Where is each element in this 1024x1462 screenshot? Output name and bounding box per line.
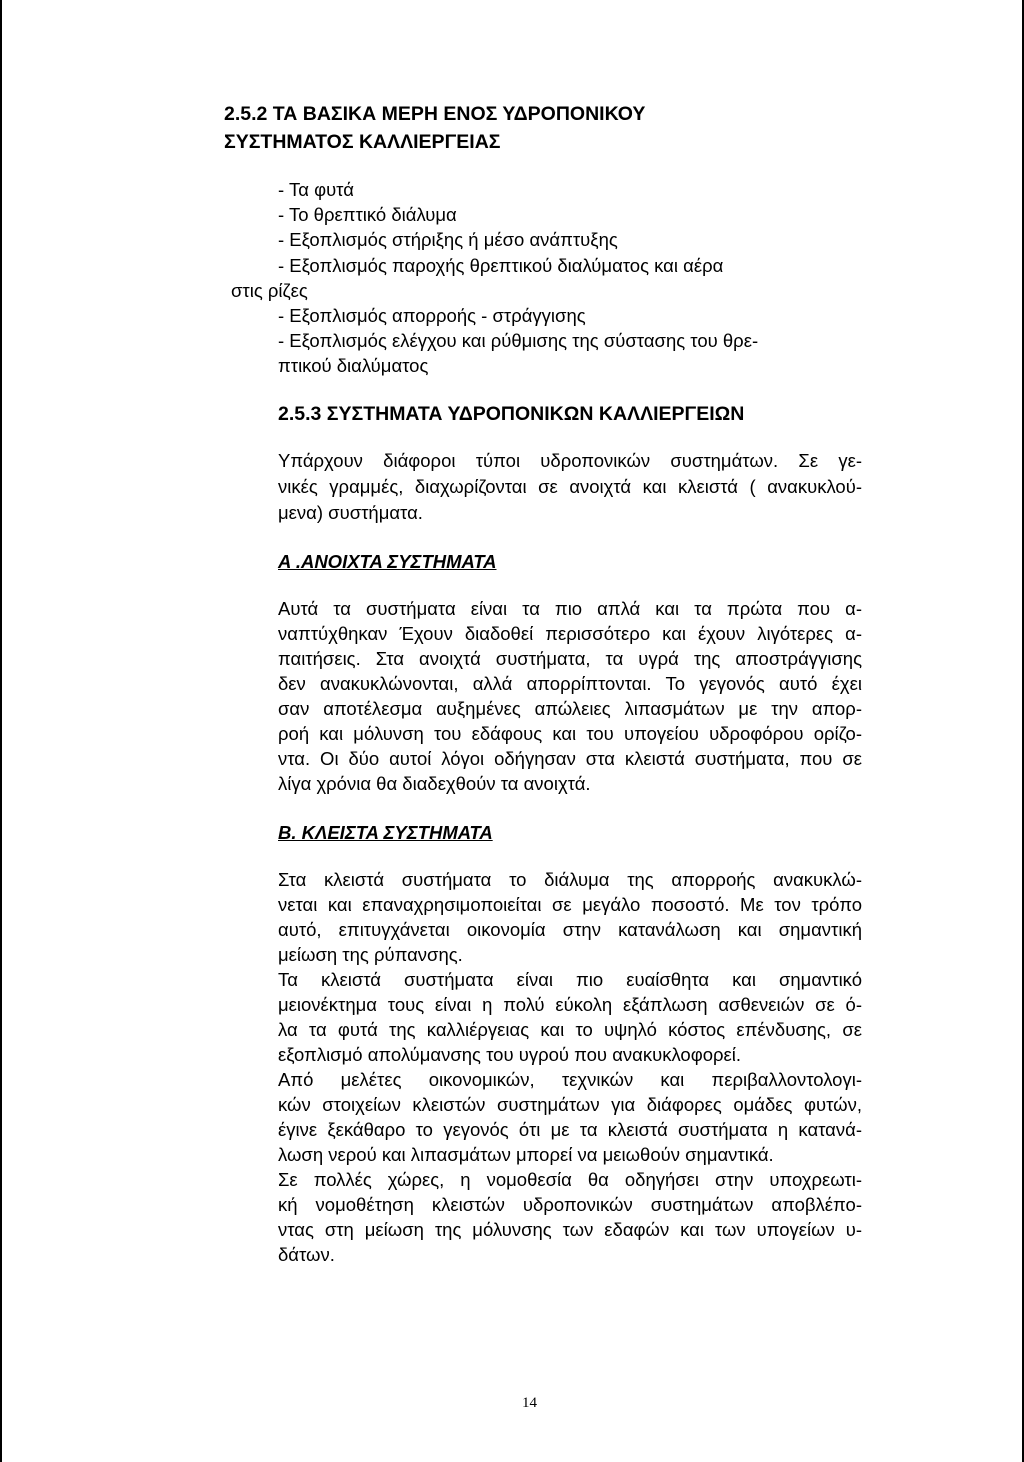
paragraph-line: λωση νερού και λιπασμάτων μπορεί να μειωθούν σημαντικά. xyxy=(278,1144,774,1165)
paragraph-line: παιτήσεις. Στα ανοιχτά συστήματα, τα υγρά της αποστράγγισης xyxy=(278,648,862,669)
paragraph-line: εξοπλισμό απολύμανσης του υγρού που ανακυκλοφορεί. xyxy=(278,1044,742,1065)
page-number: 14 xyxy=(522,1395,537,1411)
paragraph-line: ναπτύχθηκαν Έχουν διαδοθεί περισσότερο και έχουν λιγότερες α- xyxy=(278,623,862,644)
list-item: - Το θρεπτικό διάλυμα xyxy=(278,204,457,225)
section-b-title: Β. ΚΛΕΙΣΤΑ ΣΥΣΤΗΜΑΤΑ xyxy=(278,822,493,843)
section-252-title-line1: 2.5.2 ΤΑ ΒΑΣΙΚΑ ΜΕΡΗ ΕΝΟΣ ΥΔΡΟΠΟΝΙΚΟΥ xyxy=(224,103,646,125)
paragraph-line: ντα. Οι δύο αυτοί λόγοι οδήγησαν στα κλειστά συστήματα, που σε xyxy=(278,748,862,769)
section-253-title: 2.5.3 ΣΥΣΤΗΜΑΤΑ ΥΔΡΟΠΟΝΙΚΩΝ ΚΑΛΛΙΕΡΓΕΙΩΝ xyxy=(278,403,745,425)
paragraph-line: σαν αποτέλεσμα αυξημένες απώλειες λιπασμάτων με την απορ- xyxy=(278,698,862,719)
paragraph-line: λίγα χρόνια θα διαδεχθούν τα ανοιχτά. xyxy=(278,773,591,794)
paragraph-line: λα τα φυτά της καλλιέργειας και το υψηλό κόστος επένδυσης, σε xyxy=(278,1019,862,1040)
paragraph-line: έγινε ξεκάθαρο το γεγονός ότι με τα κλειστά συστήματα η κατανά- xyxy=(278,1119,862,1140)
paragraph-line: νικές γραμμές, διαχωρίζονται σε ανοιχτά και κλειστά ( ανακυκλού- xyxy=(278,476,862,497)
list-item: πτικού διαλύματος xyxy=(278,355,429,376)
paragraph-line: μειονέκτημα τους είναι η πολύ εύκολη εξάπλωση ασθενειών σε ό- xyxy=(278,994,862,1015)
paragraph-line: μενα) συστήματα. xyxy=(278,502,423,523)
paragraph-line: ντας στη μείωση της μόλυνσης των εδαφών και των υπογείων υ- xyxy=(278,1219,862,1240)
paragraph-line: Αυτά τα συστήματα είναι τα πιο απλά και τα πρώτα που α- xyxy=(278,598,862,619)
list-item: - Εξοπλισμός ελέγχου και ρύθμισης της σύστασης του θρε- xyxy=(278,330,759,351)
paragraph-line: νεται και επαναχρησιμοποιείται σε μεγάλο ποσοστό. Με τον τρόπο xyxy=(278,894,862,915)
paragraph-line: Από μελέτες οικονομικών, τεχνικών και περιβαλλοντολογι- xyxy=(278,1069,862,1090)
list-item: - Εξοπλισμός απορροής - στράγγισης xyxy=(278,305,586,326)
paragraph-line: ροή και μόλυνση του εδάφους και του υπογείου υδροφόρου ορίζο- xyxy=(278,723,862,744)
paragraph-line: αυτό, επιτυγχάνεται οικονομία στην κατανάλωση και σημαντική xyxy=(278,919,862,940)
list-item: - Εξοπλισμός στήριξης ή μέσο ανάπτυξης xyxy=(278,229,618,250)
list-item: στις ρίζες xyxy=(231,280,308,301)
section-252-title-line2: ΣΥΣΤΗΜΑΤΟΣ ΚΑΛΛΙΕΡΓΕΙΑΣ xyxy=(224,131,501,153)
paragraph-line: μείωση της ρύπανσης. xyxy=(278,944,463,965)
list-item: - Εξοπλισμός παροχής θρεπτικού διαλύματος και αέρα xyxy=(278,255,724,276)
paragraph-line: κή νομοθέτηση κλειστών υδροπονικών συστημάτων αποβλέπο- xyxy=(278,1194,862,1215)
paragraph-line: Υπάρχουν διάφοροι τύποι υδροπονικών συστημάτων. Σε γε- xyxy=(278,450,862,471)
list-item: - Τα φυτά xyxy=(278,179,354,200)
paragraph-line: Τα κλειστά συστήματα είναι πιο ευαίσθητα και σημαντικό xyxy=(278,969,862,990)
paragraph-line: δεν ανακυκλώνονται, αλλά απορρίπτονται. Το γεγονός αυτό έχει xyxy=(278,673,862,694)
paragraph-line: δάτων. xyxy=(278,1244,335,1265)
section-a-title: Α .ΑΝΟΙΧΤΑ ΣΥΣΤΗΜΑΤΑ xyxy=(278,551,497,572)
paragraph-line: Σε πολλές χώρες, η νομοθεσία θα οδηγήσει στην υποχρεωτι- xyxy=(278,1169,862,1190)
paragraph-line: Στα κλειστά συστήματα το διάλυμα της απορροής ανακυκλώ- xyxy=(278,869,862,890)
paragraph-line: κών στοιχείων κλειστών συστημάτων για διάφορες ομάδες φυτών, xyxy=(278,1094,862,1115)
